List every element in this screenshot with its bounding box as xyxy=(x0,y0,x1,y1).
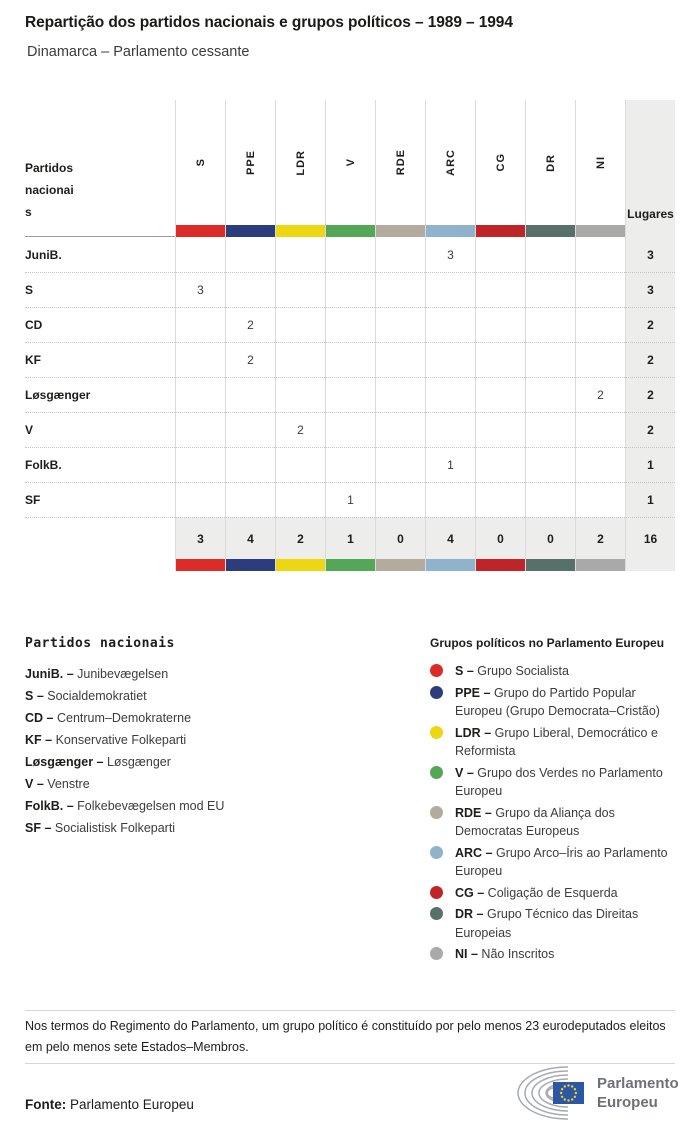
corner-line: nacionai xyxy=(25,183,74,197)
seat-cell: 3 xyxy=(175,272,225,307)
seat-cell xyxy=(275,342,325,377)
row-label: Løsgænger xyxy=(25,377,175,412)
source-value: Parlamento Europeu xyxy=(70,1097,194,1112)
seat-cell xyxy=(525,482,575,517)
group-color-bar xyxy=(175,225,225,237)
column-total-cell: 0 xyxy=(475,517,525,559)
row-total-cell: 2 xyxy=(625,412,675,447)
column-header-label: S xyxy=(194,158,207,167)
legend-item: RDE – Grupo da Aliança dos Democratas Europeus xyxy=(430,804,680,841)
group-color-dot xyxy=(430,766,443,779)
legend-groups-heading: Grupos políticos no Parlamento Europeu xyxy=(430,636,665,650)
seat-cell xyxy=(175,342,225,377)
row-label: CD xyxy=(25,307,175,342)
seat-cell xyxy=(475,342,525,377)
seat-cell xyxy=(325,412,375,447)
seat-cell xyxy=(375,482,425,517)
seat-cell: 1 xyxy=(325,482,375,517)
seat-cell xyxy=(475,307,525,342)
seat-cell xyxy=(575,237,625,272)
row-label: JuniB. xyxy=(25,247,62,262)
row-total-cell: 1 xyxy=(625,482,675,517)
column-header-label: DR xyxy=(544,153,557,172)
seat-cell xyxy=(575,412,625,447)
row-total-cell: 2 xyxy=(625,342,675,377)
seat-cell xyxy=(375,237,425,272)
corner-line: Partidos xyxy=(25,161,74,175)
legend-item: FolkB. – Folkebevægelsen mod EU xyxy=(25,799,225,813)
seat-cell xyxy=(275,237,325,272)
legend-item: CG – Coligação de Esquerda xyxy=(430,884,680,903)
row-total-cell: 1 xyxy=(625,447,675,482)
column-header-label: RDE xyxy=(394,149,407,176)
legend-item: V – Venstre xyxy=(25,777,90,791)
seat-cell xyxy=(525,237,575,272)
row-total-cell: 3 xyxy=(625,237,675,272)
row-label: S xyxy=(25,272,175,307)
seat-cell xyxy=(325,237,375,272)
page-subtitle: Dinamarca – Parlamento cessante xyxy=(27,44,250,60)
seat-cell xyxy=(475,447,525,482)
seat-cell xyxy=(525,447,575,482)
footnote: Nos termos do Regimento do Parlamento, um grupo político é constituído por pelo menos 23 eurodeputados eleitos em pelo menos sete Estados–Membros. xyxy=(25,1010,675,1064)
seat-cell: 2 xyxy=(275,412,325,447)
seat-cell xyxy=(275,482,325,517)
seat-cell xyxy=(375,272,425,307)
group-color-bar xyxy=(275,559,325,571)
seat-cell xyxy=(525,342,575,377)
bottom-bar-spacer xyxy=(25,559,175,571)
row-label: KF xyxy=(25,342,175,377)
seat-cell xyxy=(425,412,475,447)
seat-cell xyxy=(175,307,225,342)
seat-cell xyxy=(275,272,325,307)
hemicycle-flag-icon xyxy=(513,1066,589,1120)
seat-cell xyxy=(425,482,475,517)
column-header-LDR xyxy=(275,100,325,225)
seat-cell xyxy=(525,307,575,342)
legend-item: ARC – Grupo Arco–Íris ao Parlamento Europeu xyxy=(430,844,680,881)
seats-column-spacer xyxy=(625,225,675,237)
column-header-label: NI xyxy=(594,156,607,169)
seat-cell xyxy=(175,412,225,447)
legend-national-heading: Partidos nacionais xyxy=(25,636,175,651)
seat-cell xyxy=(525,377,575,412)
group-color-bar xyxy=(275,225,325,237)
seat-cell xyxy=(275,447,325,482)
column-header-PPE xyxy=(225,100,275,225)
column-total-cell: 0 xyxy=(375,517,425,559)
seat-cell xyxy=(475,272,525,307)
seat-cell xyxy=(325,342,375,377)
seat-cell xyxy=(525,272,575,307)
legend-item: V – Grupo dos Verdes no Parlamento Europeu xyxy=(430,764,680,801)
column-header-S xyxy=(175,100,225,225)
seat-cell xyxy=(325,377,375,412)
seat-cell xyxy=(475,412,525,447)
column-total-cell: 2 xyxy=(575,517,625,559)
seat-cell xyxy=(175,447,225,482)
seat-cell xyxy=(575,342,625,377)
group-color-bar xyxy=(575,559,625,571)
column-header-ARC xyxy=(425,100,475,225)
seat-cell xyxy=(575,447,625,482)
column-total-cell: 4 xyxy=(425,517,475,559)
column-header-label: ARC xyxy=(444,149,457,176)
seat-cell: 1 xyxy=(425,447,475,482)
seat-cell xyxy=(475,377,525,412)
group-color-dot xyxy=(430,664,443,677)
legend-political-groups xyxy=(430,636,680,967)
row-label: FolkB. xyxy=(25,447,175,482)
source-line xyxy=(25,1097,194,1112)
column-header-DR xyxy=(525,100,575,225)
row-total-cell: 2 xyxy=(625,307,675,342)
seat-cell: 2 xyxy=(225,307,275,342)
totals-row-label-spacer xyxy=(25,517,175,559)
column-total-cell: 0 xyxy=(525,517,575,559)
seat-cell xyxy=(475,482,525,517)
seat-cell xyxy=(225,412,275,447)
group-color-bar xyxy=(475,225,525,237)
legend-item: SF – Socialistisk Folkeparti xyxy=(25,821,176,835)
seat-cell xyxy=(225,482,275,517)
seats-column-label: Lugares xyxy=(627,207,674,221)
legend-item: Løsgænger – Løsgænger xyxy=(25,755,171,769)
page-title: Repartição dos partidos nacionais e grupos políticos – 1989 – 1994 xyxy=(25,14,513,31)
seat-cell xyxy=(425,307,475,342)
source-label: Fonte: xyxy=(25,1097,67,1112)
column-header-label: LDR xyxy=(294,149,307,176)
seat-cell: 3 xyxy=(425,237,475,272)
column-total-cell: 2 xyxy=(275,517,325,559)
corner-line: s xyxy=(25,205,32,219)
seat-cell xyxy=(375,447,425,482)
column-header-CG xyxy=(475,100,525,225)
column-header-label: CG xyxy=(494,153,507,172)
column-header-V xyxy=(325,100,375,225)
seat-cell xyxy=(575,272,625,307)
group-color-dot xyxy=(430,806,443,819)
group-color-dot xyxy=(430,907,443,920)
seat-cell xyxy=(225,272,275,307)
legend-item: DR – Grupo Técnico das Direitas Europeias xyxy=(430,905,680,942)
legend-national-parties xyxy=(25,636,355,839)
row-label: SF xyxy=(25,482,175,517)
seats-table xyxy=(25,100,675,571)
grand-total-cell: 16 xyxy=(625,517,675,559)
row-total-cell: 2 xyxy=(625,377,675,412)
seat-cell xyxy=(325,307,375,342)
seat-cell: 2 xyxy=(225,342,275,377)
group-color-bar xyxy=(425,225,475,237)
seat-cell xyxy=(425,342,475,377)
seat-cell xyxy=(375,307,425,342)
group-color-dot xyxy=(430,726,443,739)
column-header-label: PPE xyxy=(244,149,257,175)
column-total-cell: 4 xyxy=(225,517,275,559)
seats-column-spacer xyxy=(625,559,675,571)
seat-cell xyxy=(275,307,325,342)
seat-cell xyxy=(425,377,475,412)
seat-cell xyxy=(325,447,375,482)
legend-item: KF – Konservative Folkeparti xyxy=(25,733,187,747)
group-color-bar xyxy=(225,225,275,237)
group-color-bar xyxy=(375,225,425,237)
seat-cell xyxy=(375,342,425,377)
group-color-bar xyxy=(175,559,225,571)
column-total-cell: 1 xyxy=(325,517,375,559)
group-color-bar xyxy=(325,225,375,237)
logo-wordmark: Parlamento Europeu xyxy=(597,1075,679,1111)
group-color-bar xyxy=(525,559,575,571)
row-label: V xyxy=(25,412,175,447)
seat-cell xyxy=(225,377,275,412)
group-color-bar xyxy=(575,225,625,237)
seat-cell xyxy=(225,237,275,272)
seat-cell xyxy=(475,237,525,272)
column-total-cell: 3 xyxy=(175,517,225,559)
column-header-RDE xyxy=(375,100,425,225)
seat-cell xyxy=(575,482,625,517)
group-color-bar xyxy=(425,559,475,571)
legend-item: PPE – Grupo do Partido Popular Europeu (Grupo Democrata–Cristão) xyxy=(430,684,680,721)
european-parliament-logo xyxy=(513,1066,679,1120)
group-color-bar xyxy=(225,559,275,571)
seat-cell xyxy=(275,377,325,412)
group-color-dot xyxy=(430,846,443,859)
legend-item: CD – Centrum–Demokraterne xyxy=(25,711,192,725)
seat-cell xyxy=(325,272,375,307)
group-color-bar xyxy=(475,559,525,571)
seat-cell xyxy=(575,307,625,342)
group-color-bar xyxy=(525,225,575,237)
seat-cell xyxy=(375,377,425,412)
group-color-bar xyxy=(375,559,425,571)
group-color-dot xyxy=(430,686,443,699)
legend-item: NI – Não Inscritos xyxy=(430,945,680,964)
seat-cell xyxy=(175,482,225,517)
seats-column-header xyxy=(625,100,675,225)
seat-cell xyxy=(175,377,225,412)
legend-item: LDR – Grupo Liberal, Democrático e Reformista xyxy=(430,724,680,761)
group-color-dot xyxy=(430,947,443,960)
column-header-NI xyxy=(575,100,625,225)
seat-cell: 2 xyxy=(575,377,625,412)
seat-cell xyxy=(175,237,225,272)
seat-cell xyxy=(225,447,275,482)
legend-item: S – Socialdemokratiet xyxy=(25,689,147,703)
row-header-underline xyxy=(25,225,175,237)
seat-cell xyxy=(375,412,425,447)
column-header-label: V xyxy=(344,158,357,167)
row-total-cell: 3 xyxy=(625,272,675,307)
legend-item: S – Grupo Socialista xyxy=(430,662,680,681)
legend-item: JuniB. – Junibevægelsen xyxy=(25,667,169,681)
group-color-bar xyxy=(325,559,375,571)
seat-cell xyxy=(425,272,475,307)
table-corner-header xyxy=(25,100,175,225)
group-color-dot xyxy=(430,886,443,899)
seat-cell xyxy=(525,412,575,447)
